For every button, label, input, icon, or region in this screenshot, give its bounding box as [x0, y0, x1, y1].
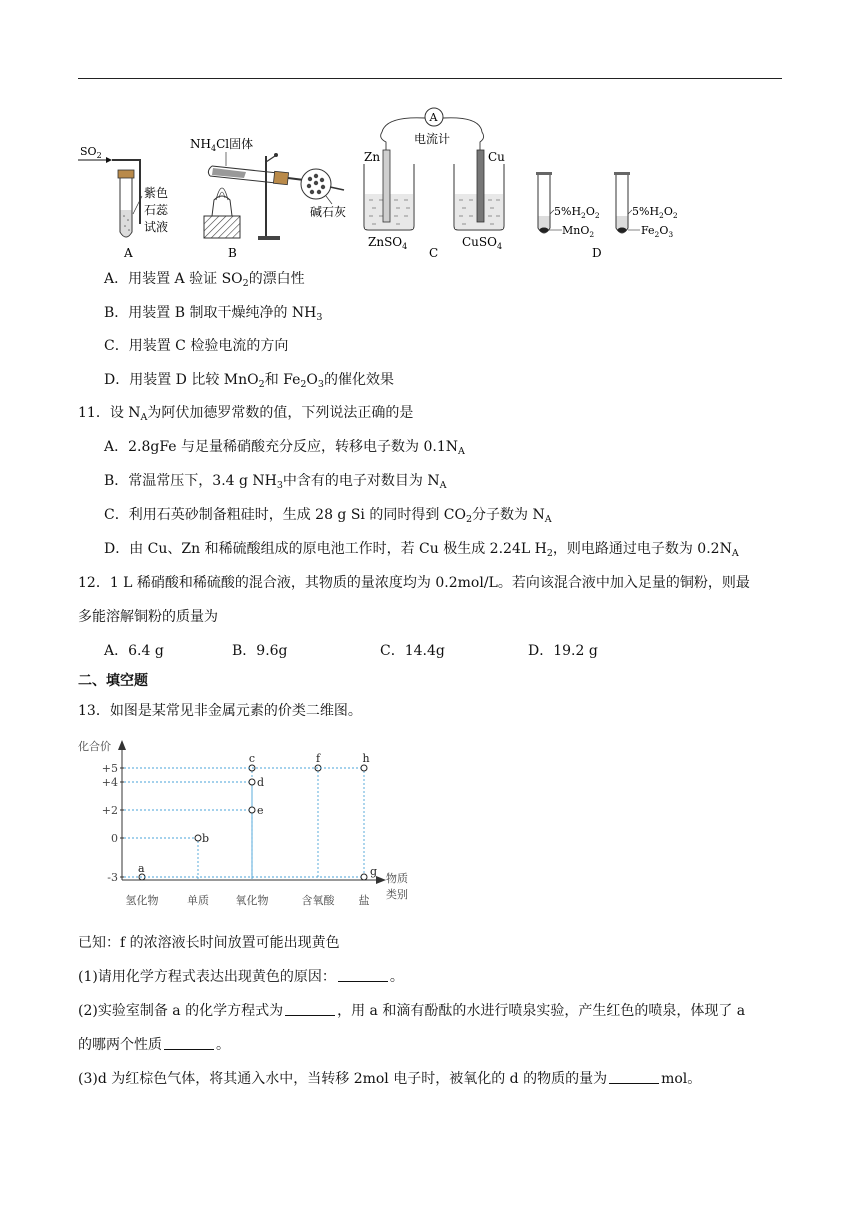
q11-stem: 11．设 $N_A$为阿伏加德罗常数的值，下列说法正确的是 — [78, 405, 414, 423]
q11-option-b: B．常温常压下，3.4 g $NH_3$中含有的电子对数目为 $N_A$ — [104, 473, 447, 491]
x-tick-label: 氢化物 — [125, 894, 159, 907]
label-d: D — [592, 246, 602, 260]
svg-text:CuSO4: CuSO$_4$ — [462, 235, 503, 251]
y-tick-label: +5 — [101, 762, 118, 775]
svg-text:5%H2O2: $5\%H_2O_2$ — [554, 205, 600, 220]
svg-text:ZnSO4: ZnSO$_4$ — [368, 235, 408, 251]
svg-text:A: A — [429, 111, 438, 124]
apparatus-a — [78, 145, 169, 237]
q10-option-c: C．用装置 C 检验电流的方向 — [104, 338, 289, 354]
y-axis-label: 化合价 — [78, 740, 111, 753]
valence-chart — [76, 734, 416, 912]
point-label-c: c — [248, 752, 256, 765]
q13-stem: 13．如图是某常见非金属元素的价类二维图。 — [78, 703, 362, 719]
svg-text:Cu: Cu — [488, 150, 505, 164]
label-c: C — [429, 246, 439, 260]
svg-text:MnO2: MnO$_2$ — [562, 224, 595, 239]
answer-blank-1[interactable] — [338, 968, 388, 982]
section-title: 二、填空题 — [78, 673, 148, 689]
answer-blank-4[interactable] — [609, 1070, 659, 1084]
point-label-g: g — [370, 865, 378, 878]
point-d — [249, 779, 255, 785]
label-b: B — [228, 246, 237, 260]
q13-known: 已知：f 的浓溶液长时间放置可能出现黄色 — [78, 935, 340, 951]
y-tick-label: +4 — [101, 776, 118, 789]
q13-part2: (2)实验室制备 a 的化学方程式为 ，用 a 和滴有酚酞的水进行喷泉实验，产生红色的喷泉，体现了 a — [78, 1003, 746, 1019]
point-label-a: a — [138, 862, 145, 875]
q12-stem-line1: 12．1 L 稀硝酸和稀硫酸的混合液，其物质的量浓度均为 0.2mol/L。若向该混合液中加入足量的铜粉，则最 — [78, 575, 750, 591]
q10-option-d: D．用装置 D 比较 MnO$_2$和 $Fe_2O_3$的催化效果 — [104, 372, 394, 390]
point-label-d: d — [257, 776, 265, 789]
point-b — [195, 835, 201, 841]
svg-text:试液: 试液 — [144, 220, 169, 234]
point-label-h: h — [362, 752, 370, 765]
apparatus-c — [364, 108, 505, 251]
y-tick-label: +2 — [101, 804, 118, 817]
q12-option-c: C．14.4g — [380, 643, 445, 659]
x-axis-label-2: 类别 — [386, 888, 408, 901]
y-tick-label: 0 — [111, 832, 118, 845]
q13-part1: (1)请用化学方程式表达出现黄色的原因： 。 — [78, 969, 404, 985]
q12-option-d: D．19.2 g — [528, 643, 598, 659]
apparatus-b — [190, 136, 346, 240]
point-h — [361, 765, 367, 771]
q11-option-c: C．利用石英砂制备粗硅时，生成 28 g Si 的同时得到 $CO_2$分子数为 $N_A$ — [104, 507, 552, 525]
svg-text:5%H2O2: $5\%H_2O_2$ — [632, 205, 678, 220]
nh4cl-label: $NH_4Cl$固体 — [190, 137, 254, 153]
q10-option-b: B．用装置 B 制取干燥纯净的 $NH_3$ — [104, 305, 323, 323]
svg-text:电流计: 电流计 — [414, 132, 451, 146]
apparatus-d — [536, 172, 678, 239]
q11-option-a: A．2.8gFe 与足量稀硝酸充分反应，转移电子数为 $0.1N_A$ — [104, 439, 465, 457]
x-tick-label: 盐 — [358, 894, 370, 907]
x-tick-label: 氧化物 — [235, 894, 269, 907]
point-label-f: f — [315, 752, 321, 765]
point-label-e: e — [257, 804, 264, 817]
header-rule — [78, 78, 782, 79]
svg-text:紫色: 紫色 — [144, 186, 169, 200]
x-tick-label: 含氧酸 — [301, 894, 335, 907]
svg-text:碱石灰: 碱石灰 — [310, 205, 347, 219]
point-e — [249, 807, 255, 813]
point-label-b: b — [202, 832, 210, 845]
svg-text:Fe2O3: $Fe_2O_3$ — [641, 224, 674, 239]
so2-label: $SO_2$ — [80, 145, 102, 160]
label-a: A — [124, 246, 133, 260]
q13-part3: (3)d 为红棕色气体，将其通入水中，当转移 2mol 电子时，被氧化的 d 的物质的量为 mol。 — [78, 1071, 702, 1087]
q10-option-a: A．用装置 A 验证 $SO_2$的漂白性 — [104, 271, 305, 289]
x-axis-label-1: 物质 — [386, 872, 408, 885]
answer-blank-3[interactable] — [164, 1036, 214, 1050]
point-g — [361, 874, 367, 880]
q12-option-a: A．6.4 g — [104, 643, 164, 659]
apparatus-figure — [76, 104, 696, 266]
q13-part2-line2: 的哪两个性质 。 — [78, 1037, 230, 1053]
q11-option-d: D．由 Cu、Zn 和稀硫酸组成的原电池工作时，若 Cu 极生成 2.24L $H_2$，则电路通过电子数为 $0.2N_A$ — [104, 541, 739, 559]
q12-stem-line2: 多能溶解铜粉的质量为 — [78, 609, 218, 625]
y-tick-label: -3 — [107, 871, 118, 884]
x-tick-label: 单质 — [187, 894, 209, 907]
answer-blank-2[interactable] — [285, 1002, 335, 1016]
svg-text:石蕊: 石蕊 — [144, 203, 169, 217]
q12-option-b: B．9.6g — [232, 643, 288, 659]
svg-text:Zn: Zn — [364, 150, 381, 164]
